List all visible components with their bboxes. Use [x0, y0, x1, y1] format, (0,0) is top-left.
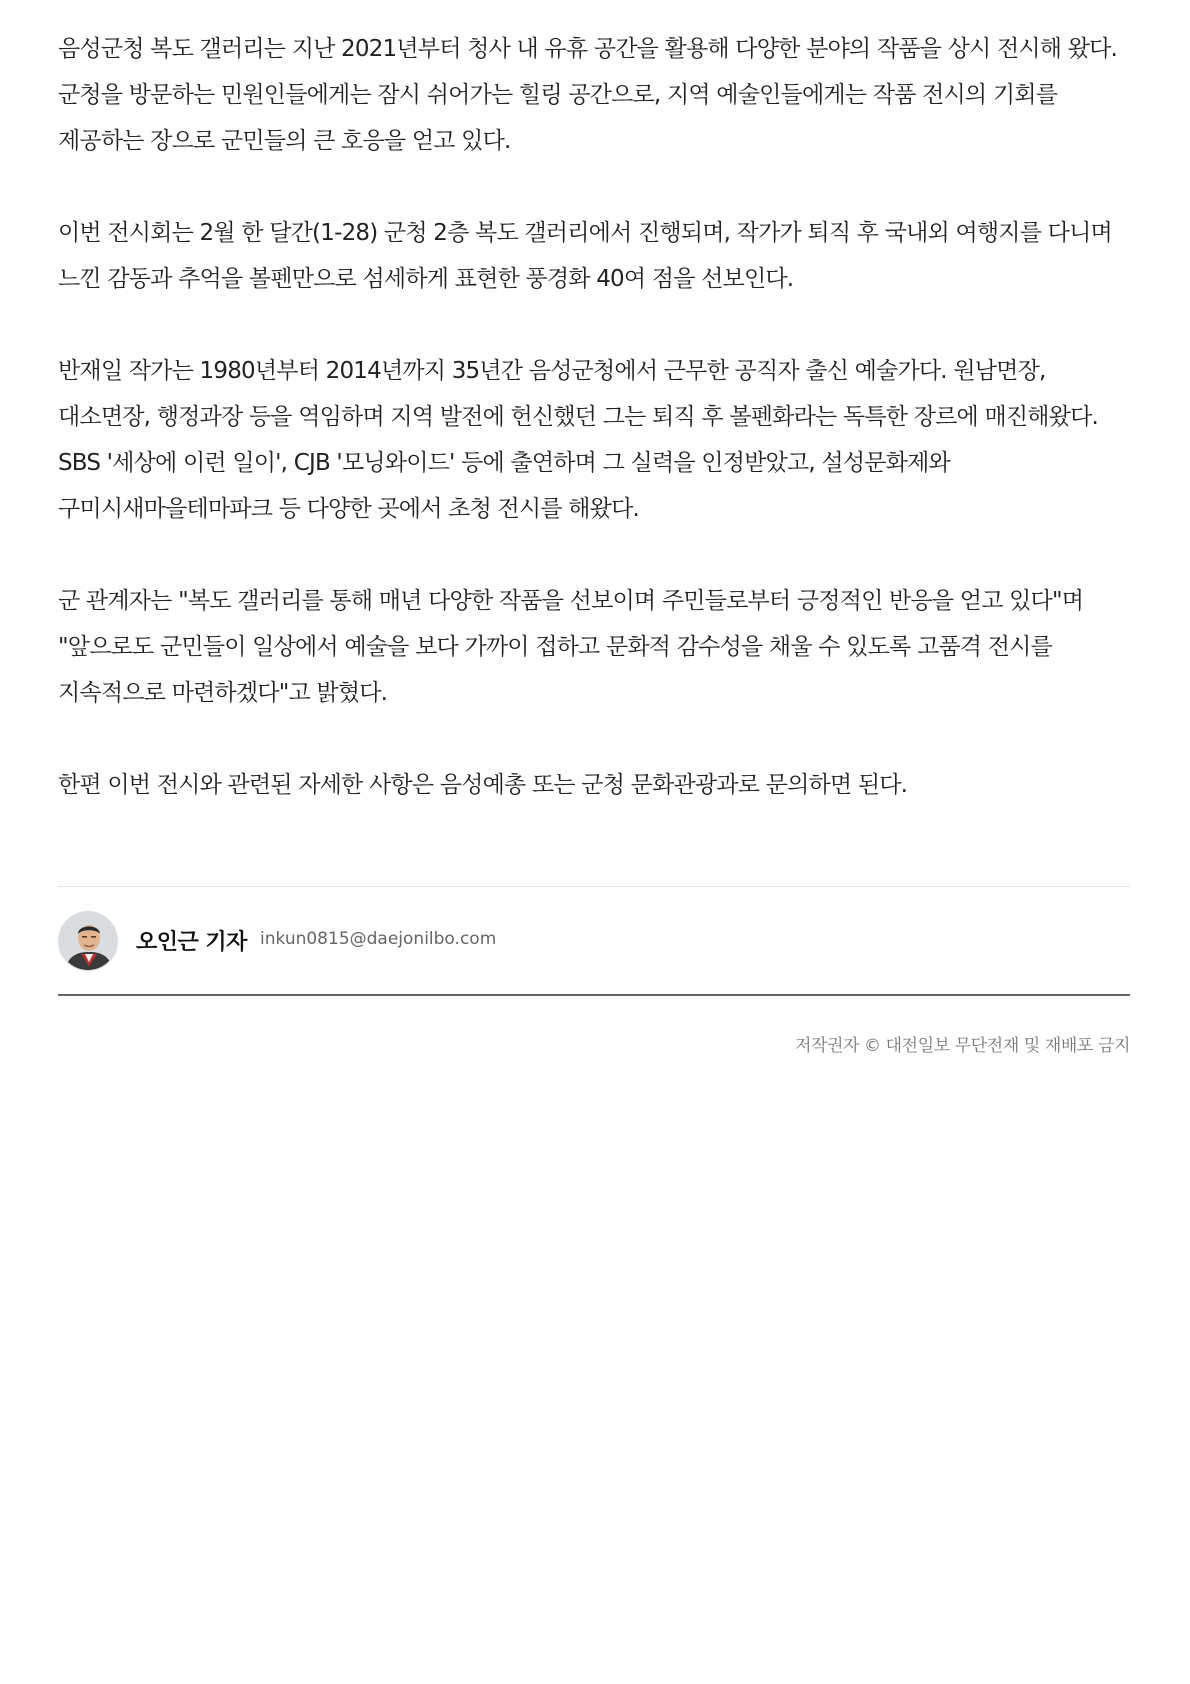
article-paragraph: 음성군청 복도 갤러리는 지난 2021년부터 청사 내 유휴 공간을 활용해 다양한 분야의 작품을 상시 전시해 왔다. 군청을 방문하는 민원인들에게는 잠시 쉬어가는 힐링 공간으로, 지역 예술인들에게는 작품 전시의 기회를 제공하는 장으로 군민들의 큰 호응을 얻고 있다.: [58, 36, 1118, 154]
reporter-avatar[interactable]: [58, 911, 118, 971]
reporter-name[interactable]: 오인근 기자: [136, 930, 247, 955]
article-paragraph: 반재일 작가는 1980년부터 2014년까지 35년간 음성군청에서 근무한 공직자 출신 예술가다. 원남면장, 대소면장, 행정과장 등을 역임하며 지역 발전에 헌신했던 그는 퇴직 후 볼펜화라는 독특한 장르에 매진해왔다. SBS '세상에 이런 일이', CJB '모닝와이드' 등에 출연하며 그 실력을 인정받았고, 설성문화제와 구미시새마을테마파크 등 다양한 곳에서 초청 전시를 해왔다.: [58, 358, 1099, 522]
article-body: [58, 26, 1130, 854]
article-paragraph: 한편 이번 전시와 관련된 자세한 사항은 음성예총 또는 군청 문화관광과로 문의하면 된다.: [58, 772, 908, 798]
article-paragraph: 이번 전시회는 2월 한 달간(1-28) 군청 2층 복도 갤러리에서 진행되며, 작가가 퇴직 후 국내외 여행지를 다니며 느낀 감동과 추억을 볼펜만으로 섬세하게 표현한 풍경화 40여 점을 선보인다.: [58, 220, 1112, 292]
reporter-email[interactable]: inkun0815@daejonilbo.com: [260, 929, 497, 949]
copyright-notice: 저작권자 © 대전일보 무단전재 및 재배포 금지: [794, 1036, 1130, 1056]
article-paragraph: 군 관계자는 "복도 갤러리를 통해 매년 다양한 작품을 선보이며 주민들로부터 긍정적인 반응을 얻고 있다"며 "앞으로도 군민들이 일상에서 예술을 보다 가까이 접하고 문화적 감수성을 채울 수 있도록 고품격 전시를 지속적으로 마련하겠다"고 밝혔다.: [58, 588, 1084, 706]
reporter-photo: [59, 912, 118, 971]
reporter-byline: [58, 886, 1130, 996]
